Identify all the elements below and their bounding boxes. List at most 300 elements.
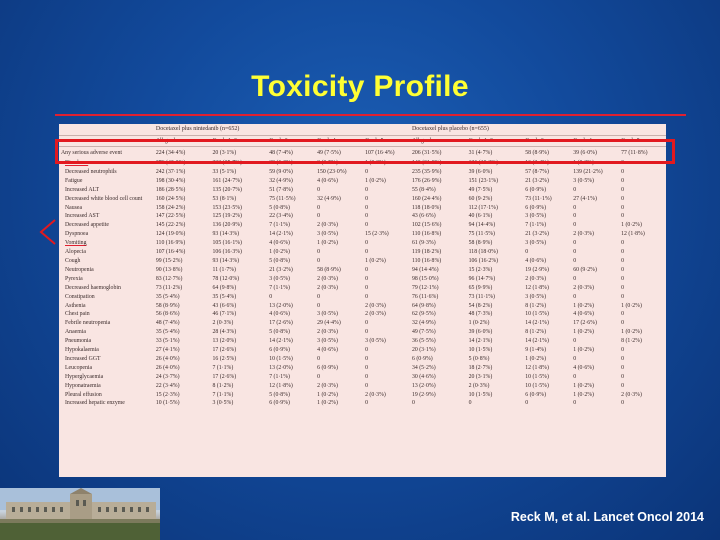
table-cell: 0: [365, 400, 368, 407]
column-header: Grade 1–2: [212, 136, 269, 147]
adverse-event-name: Constipation: [65, 293, 95, 300]
column-header: Grade 3: [524, 136, 572, 147]
table-cell: 0: [621, 400, 625, 407]
table-cell: 0: [573, 204, 577, 211]
row-label: [59, 328, 155, 337]
table-cell: 107 (16·4%): [365, 150, 395, 156]
table-cell: 0: [365, 382, 368, 389]
table-cell: 161 (24·7%): [212, 177, 242, 184]
adverse-event-name: Decreased neutrophils: [65, 168, 117, 175]
table-cell: 83 (12·7%): [155, 275, 183, 282]
table-cell: 124 (19·0%): [155, 231, 186, 238]
table-cell: 2 (0·3%): [573, 284, 594, 291]
table-cell: 20 (3·1%): [411, 347, 436, 354]
table-cell: 4 (0·6%): [573, 311, 594, 318]
table-cell: 10 (1·5%): [525, 382, 549, 389]
table-cell: 6 (0·9%): [269, 400, 290, 407]
table-cell: 3 (0·5%): [317, 160, 338, 166]
table-cell: 158 (24·2%): [155, 204, 186, 211]
table-row: [59, 391, 666, 400]
table-cell: 0: [365, 195, 368, 202]
table-cell: 1 (0·2%): [573, 160, 594, 166]
table-cell: 4 (0·6%): [269, 240, 290, 247]
table-cell: 0: [317, 293, 321, 300]
table-cell: 22 (3·4%): [269, 213, 293, 220]
table-cell: 3 (0·5%): [525, 213, 547, 220]
table-cell: 20 (3·1%): [468, 373, 493, 380]
table-cell: 0: [317, 373, 321, 380]
table-cell: 0: [621, 320, 625, 327]
adverse-event-name: Pneumonia: [65, 338, 92, 345]
table-cell: 5 (0·8%): [269, 257, 290, 264]
table-cell: 15 (2·3%): [155, 391, 180, 398]
table-cell: 135 (20·7%): [212, 186, 242, 193]
table-cell: 110 (16·9%): [155, 240, 186, 247]
table-cell: 73 (11·2%): [155, 284, 183, 291]
column-header: All grades: [155, 136, 212, 147]
citation: Reck M, et al. Lancet Oncol 2014: [510, 510, 704, 524]
table-cell: 75 (11·5%): [468, 231, 495, 238]
table-cell: 49 (7·5%): [411, 329, 436, 336]
table-row: [59, 239, 666, 248]
table-row: [59, 177, 666, 186]
table-cell: 0: [365, 213, 368, 220]
table-cell: 6 (0·9%): [525, 204, 547, 211]
table-cell: 206 (31·5%): [411, 150, 442, 156]
table-cell: 3 (0·5%): [317, 338, 338, 345]
table-cell: 1 (0·2%): [525, 355, 547, 362]
adverse-event-name: Fatigue: [65, 177, 83, 184]
adverse-event-name: Hyperglycaemia: [65, 373, 104, 380]
table-cell: 0: [365, 204, 368, 211]
table-cell: 1 (0·2%): [365, 160, 386, 166]
table-cell: 35 (5·4%): [155, 293, 180, 300]
row-label: [59, 212, 155, 221]
table-cell: 12 (1·8%): [621, 231, 645, 238]
table-cell: 160 (24·4%): [411, 195, 442, 202]
table-cell: 10 (1·5%): [525, 373, 549, 380]
table-cell: 0: [317, 213, 321, 220]
table-cell: 0: [317, 257, 321, 264]
adverse-event-name: Increased AST: [65, 213, 100, 220]
table-cell: 139 (21·2%): [573, 168, 603, 175]
table-cell: 29 (4·4%): [317, 320, 341, 327]
table-cell: 6 (0·9%): [411, 355, 433, 362]
table-cell: 2 (0·3%): [317, 284, 338, 291]
table-cell: 0: [365, 222, 368, 229]
table-row: [59, 364, 666, 373]
column-header: Grade 5: [620, 136, 666, 147]
table-cell: 151 (23·1%): [468, 177, 499, 184]
table-cell: 10 (1·5%): [468, 347, 493, 354]
table-cell: 102 (15·6%): [411, 222, 442, 229]
table-cell: 0: [621, 240, 625, 247]
table-row: [59, 212, 666, 221]
slide-title: Toxicity Profile: [251, 70, 469, 103]
table-cell: 106 (16·3%): [212, 249, 242, 256]
column-header: Grade 1–2: [468, 136, 525, 147]
table-cell: 0: [573, 338, 577, 345]
table-row: [59, 275, 666, 284]
row-label: [59, 168, 155, 177]
table-cell: 30 (4·6%): [411, 373, 436, 380]
table-cell: 119 (18·2%): [411, 249, 442, 256]
chevron-left-annotation-icon: [38, 217, 58, 247]
table-cell: 4 (0·6%): [573, 364, 594, 371]
table-cell: 3 (0·5%): [269, 275, 290, 282]
table-row: [59, 293, 666, 302]
table-cell: 0: [573, 240, 577, 247]
table-cell: 0: [573, 400, 577, 407]
table-cell: 3 (0·5%): [365, 338, 386, 345]
column-header: Grade 4: [316, 136, 364, 147]
table-row: [59, 328, 666, 337]
adverse-event-name: Cough: [65, 257, 81, 264]
table-row: [59, 204, 666, 213]
adverse-event-name: Hyponatraemia: [65, 382, 101, 389]
table-cell: 60 (9·2%): [573, 266, 597, 273]
adverse-event-name: Hypokalaemia: [65, 347, 99, 354]
table-cell: 0: [525, 400, 529, 407]
adverse-event-name: Febrile neutropenia: [65, 320, 111, 327]
table-cell: 1 (0·2%): [317, 400, 338, 407]
adverse-event-name: Leucopenia: [65, 364, 93, 371]
table-cell: 64 (9·8%): [212, 284, 237, 291]
table-cell: 48 (7·4%): [269, 150, 293, 156]
adverse-event-name: Anaemia: [65, 329, 86, 336]
row-label: [59, 310, 155, 319]
table-cell: 8 (1·2%): [212, 382, 234, 389]
table-cell: 35 (5·4%): [212, 293, 237, 300]
table-cell: 0: [365, 249, 368, 256]
table-cell: 10 (1·5%): [269, 355, 293, 362]
table-cell: 3 (0·5%): [317, 311, 338, 318]
table-cell: 1 (0·2%): [621, 222, 642, 229]
table-cell: 118 (18·0%): [468, 249, 498, 256]
column-header: All grades: [411, 136, 468, 147]
table-cell: 110 (16·8%): [411, 231, 442, 238]
building-photo: [0, 488, 160, 540]
table-cell: 224 (34·4%): [155, 150, 186, 156]
table-cell: 51 (7·8%): [269, 186, 293, 193]
table-row: [59, 257, 666, 266]
table-cell: 1 (0·2%): [317, 240, 338, 247]
table-cell: 7 (1·1%): [269, 284, 290, 291]
table-cell: 136 (20·9%): [212, 222, 242, 229]
table-cell: 17 (2·6%): [212, 373, 237, 380]
table-cell: 4 (0·6%): [317, 177, 338, 184]
table-cell: 10 (1·5%): [468, 391, 493, 398]
table-cell: 3 (0·5%): [317, 231, 338, 238]
table-cell: 0: [468, 400, 472, 407]
table-cell: 0: [365, 320, 368, 327]
table-cell: 56 (8·6%): [155, 311, 180, 318]
row-label: [59, 346, 155, 355]
table-cell: 5 (0·8%): [468, 355, 490, 362]
table-cell: 39 (6·0%): [269, 160, 293, 166]
table-cell: 1 (0·2%): [621, 302, 642, 309]
table-cell: 6 (0·9%): [525, 391, 547, 398]
table-cell: 39 (6·0%): [468, 168, 493, 175]
row-label: [59, 319, 155, 328]
table-cell: 0: [621, 186, 625, 193]
serious-event-highlight-box: [55, 139, 675, 164]
table-cell: 16 (2·4%): [525, 160, 549, 166]
adverse-event-name: Increased GGT: [65, 355, 101, 362]
table-row: [59, 230, 666, 239]
table-cell: 8 (1·2%): [525, 302, 547, 309]
toxicity-table-panel: [59, 124, 666, 477]
table-cell: 53 (8·1%): [212, 195, 237, 202]
table-cell: 0: [573, 293, 577, 300]
row-label: [59, 391, 155, 400]
row-label: [59, 204, 155, 213]
table-cell: 13 (2·0%): [212, 338, 237, 345]
table-cell: 242 (37·1%): [155, 168, 186, 175]
table-cell: 76 (11·6%): [411, 293, 439, 300]
table-cell: 19 (2·9%): [411, 391, 436, 398]
table-row: [59, 168, 666, 177]
table-cell: 43 (6·6%): [411, 213, 436, 220]
table-row: [59, 399, 666, 408]
table-row: [59, 266, 666, 275]
table-cell: 24 (3·7%): [155, 373, 180, 380]
table-cell: 58 (8·9%): [525, 150, 549, 156]
table-row: [59, 248, 666, 257]
table-cell: 4 (0·6%): [317, 347, 338, 354]
table-cell: 2 (0·3%): [468, 382, 490, 389]
table-cell: 3 (0·5%): [525, 240, 547, 247]
adverse-event-name: Asthenia: [65, 302, 86, 309]
table-cell: 10 (1·5%): [155, 400, 180, 407]
adverse-event-name: Pyrexia: [65, 275, 83, 282]
table-cell: 11 (1·7%): [212, 266, 236, 273]
table-cell: 145 (22·2%): [155, 222, 186, 229]
table-cell: 58 (8·9%): [468, 240, 493, 247]
row-label: [59, 266, 155, 275]
table-cell: 75 (11·5%): [269, 195, 296, 202]
table-cell: 15 (2·3%): [365, 231, 389, 238]
table-cell: 13 (2·0%): [269, 302, 293, 309]
table-cell: 43 (6·6%): [212, 302, 237, 309]
table-cell: 118 (18·0%): [411, 204, 442, 211]
table-cell: 2 (0·3%): [317, 329, 338, 336]
table-row: [59, 186, 666, 195]
table-cell: 77 (11·8%): [621, 150, 648, 156]
table-cell: 0: [365, 329, 368, 336]
table-cell: 2 (0·3%): [365, 391, 386, 398]
table-cell: 107 (16·4%): [155, 249, 186, 256]
table-cell: 98 (15·0%): [411, 275, 439, 282]
table-cell: 0: [621, 347, 625, 354]
toxicity-table: [59, 124, 666, 408]
table-cell: 0: [317, 204, 321, 211]
table-cell: 0: [365, 347, 368, 354]
table-cell: 64 (9·8%): [411, 302, 436, 309]
table-cell: 6 (0·9%): [269, 347, 290, 354]
table-cell: 7 (1·1%): [525, 222, 547, 229]
table-cell: 112 (17·1%): [468, 204, 498, 211]
table-cell: 1 (0·2%): [573, 391, 594, 398]
row-label: [59, 248, 155, 257]
table-cell: 28 (4·3%): [212, 329, 237, 336]
table-cell: 14 (2·1%): [525, 338, 549, 345]
table-cell: 0: [365, 373, 368, 380]
table-cell: 2 (0·3%): [573, 231, 594, 238]
table-cell: 0: [621, 177, 625, 184]
table-cell: 4 (0·6%): [525, 257, 547, 264]
table-cell: 2 (0·3%): [525, 275, 547, 282]
table-cell: 1 (0·2%): [317, 391, 338, 398]
table-cell: 26 (4·0%): [155, 364, 180, 371]
table-cell: 39 (6·0%): [573, 150, 597, 156]
table-cell: 4 (0·6%): [269, 311, 290, 318]
table-row: [59, 346, 666, 355]
table-cell: 1 (0·2%): [621, 329, 642, 336]
adverse-event-name: Diarrhoea: [65, 160, 89, 166]
table-cell: 0: [365, 355, 368, 362]
table-row: [59, 221, 666, 230]
table-cell: 1 (0·2%): [468, 320, 490, 327]
table-cell: 31 (4·7%): [468, 150, 493, 156]
table-cell: 79 (12·1%): [411, 284, 439, 291]
table-cell: 0: [573, 257, 577, 264]
table-cell: 110 (16·8%): [411, 257, 442, 264]
table-group-header: [59, 124, 666, 136]
table-cell: 153 (23·5%): [212, 204, 242, 211]
row-label: [59, 337, 155, 346]
table-cell: 0: [621, 195, 625, 202]
row-label: [59, 275, 155, 284]
table-cell: 7 (1·1%): [212, 391, 234, 398]
adverse-event-name: Pleural effusion: [65, 391, 102, 398]
table-cell: 39 (6·0%): [468, 329, 493, 336]
row-label: Any serious adverse event: [61, 150, 123, 156]
table-cell: 198 (30·4%): [155, 177, 186, 184]
table-cell: 0: [621, 311, 625, 318]
row-label: [59, 302, 155, 311]
table-cell: 186 (28·5%): [155, 186, 186, 193]
table-cell: 1 (0·2%): [573, 329, 594, 336]
table-cell: 19 (2·9%): [525, 266, 549, 273]
table-cell: 0: [573, 355, 577, 362]
table-row: [59, 195, 666, 204]
table-cell: 233 (35·7%): [212, 160, 242, 166]
table-cell: 176 (26·9%): [411, 177, 442, 184]
table-cell: 0: [621, 266, 625, 273]
table-cell: 3 (0·5%): [212, 400, 234, 407]
row-label: [59, 195, 155, 204]
table-row: [59, 310, 666, 319]
table-cell: 17 (2·6%): [212, 347, 237, 354]
table-cell: 0: [573, 186, 577, 193]
table-cell: 5 (0·8%): [269, 391, 290, 398]
table-cell: 32 (4·9%): [411, 320, 436, 327]
row-label: [59, 364, 155, 373]
adverse-event-name: Decreased appetite: [65, 222, 109, 229]
table-cell: 60 (9·2%): [468, 195, 493, 202]
table-cell: 93 (14·3%): [212, 257, 240, 264]
table-cell: 27 (4·1%): [155, 347, 180, 354]
table-cell: 48 (7·4%): [155, 320, 180, 327]
table-cell: 99 (15·2%): [155, 257, 183, 264]
table-cell: 125 (19·2%): [212, 213, 242, 220]
table-cell: 21 (3·2%): [525, 177, 549, 184]
table-cell: 0: [269, 293, 273, 300]
table-cell: 94 (14·4%): [411, 266, 439, 273]
table-cell: 9 (1·4%): [525, 347, 547, 354]
table-row: [59, 355, 666, 364]
table-cell: 13 (2·0%): [269, 364, 293, 371]
table-cell: 0: [365, 266, 368, 273]
table-cell: 0: [621, 249, 625, 256]
table-cell: 143 (21·8%): [411, 160, 442, 166]
table-cell: 40 (6·1%): [468, 213, 493, 220]
table-row: [59, 382, 666, 391]
row-label: [59, 284, 155, 293]
row-label: [59, 177, 155, 186]
row-label: [59, 293, 155, 302]
table-cell: 276 (42·3%): [155, 160, 186, 166]
table-cell: 0: [621, 204, 625, 211]
table-cell: 12 (1·8%): [525, 364, 549, 371]
table-cell: 0: [621, 275, 625, 282]
table-cell: 0: [525, 249, 529, 256]
table-cell: 8 (1·2%): [621, 338, 642, 345]
table-cell: 96 (14·7%): [468, 275, 496, 282]
table-cell: 34 (5·2%): [411, 364, 436, 371]
table-cell: 21 (3·2%): [269, 266, 293, 273]
table-cell: 0: [365, 168, 368, 175]
table-cell: 18 (2·7%): [468, 364, 493, 371]
table-cell: 61 (9·3%): [411, 240, 436, 247]
table-cell: 0: [365, 240, 368, 247]
group-header-nintedanib: Docetaxel plus nintedanib (n=652): [155, 124, 411, 136]
table-row: [59, 284, 666, 293]
table-cell: 62 (9·5%): [411, 311, 436, 318]
table-cell: 0: [317, 355, 321, 362]
table-cell: 0: [621, 373, 625, 380]
adverse-event-name: Alopecia: [65, 249, 86, 256]
table-cell: 0: [573, 249, 577, 256]
table-cell: 57 (8·7%): [525, 168, 549, 175]
table-cell: 49 (7·5%): [317, 150, 341, 156]
table-cell: 1 (0·2%): [573, 347, 594, 354]
adverse-event-name: Decreased haemoglobin: [65, 284, 121, 291]
table-cell: 1 (0·2%): [269, 249, 290, 256]
table-cell: 59 (9·0%): [269, 168, 293, 175]
table-cell: 0: [365, 186, 368, 193]
row-label: [59, 355, 155, 364]
table-cell: 32 (4·9%): [269, 177, 293, 184]
table-cell: 0: [621, 168, 625, 175]
table-cell: 20 (3·1%): [212, 150, 237, 156]
row-label: [59, 186, 155, 195]
column-header: Grade 5: [364, 136, 411, 147]
adverse-event-name: Increased hepatic enzyme: [65, 400, 125, 407]
table-cell: 0: [621, 284, 625, 291]
table-cell: 22 (3·4%): [155, 382, 180, 389]
table-cell: 36 (5·5%): [411, 338, 436, 345]
table-cell: 0: [317, 302, 321, 309]
table-cell: 33 (5·1%): [155, 338, 180, 345]
adverse-event-name: Nausea: [65, 204, 83, 211]
table-cell: 32 (4·9%): [317, 195, 341, 202]
table-cell: 8 (1·2%): [525, 329, 547, 336]
table-cell: 12 (1·8%): [525, 284, 549, 291]
table-cell: 2 (0·3%): [317, 382, 338, 389]
group-header-placebo: Docetaxel plus placebo (n=655): [411, 124, 666, 136]
